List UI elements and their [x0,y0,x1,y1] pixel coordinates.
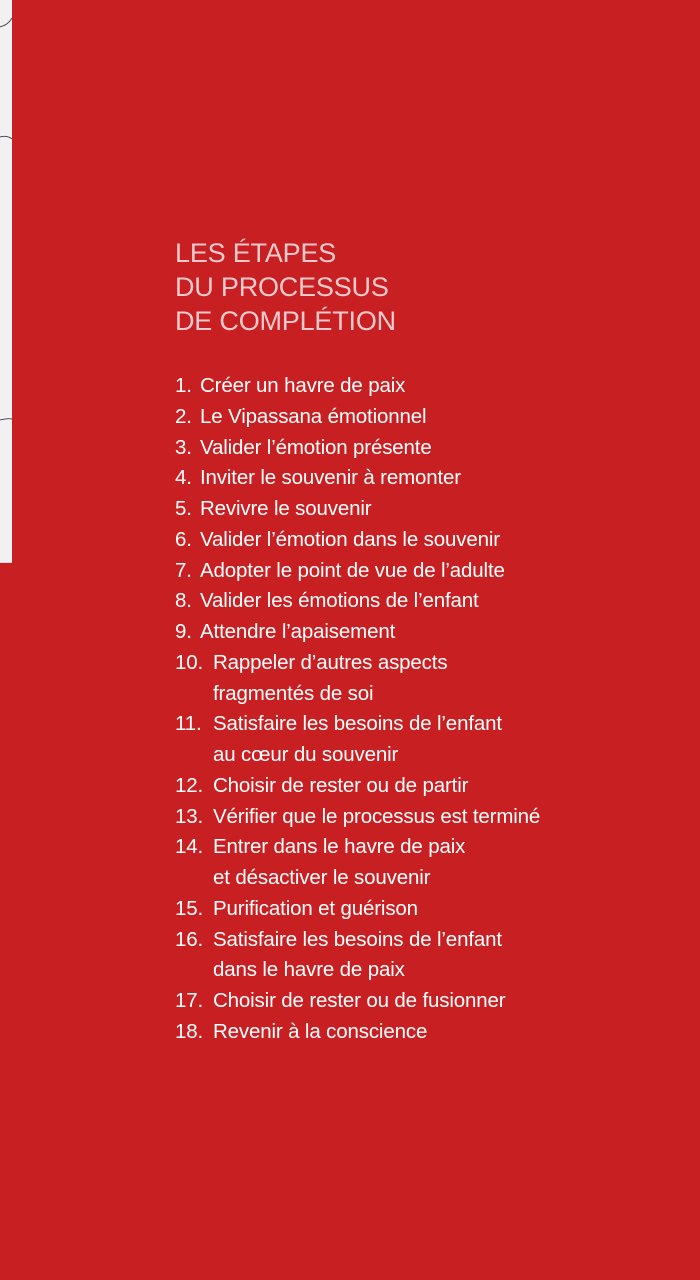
list-item [175,586,540,617]
list-item [175,402,540,433]
step-number: 9. [175,620,192,643]
step-number: 4. [175,466,192,490]
list-item [175,832,540,894]
step-label: Le Vipassana émotionnel [200,404,427,428]
list-item [175,925,540,987]
title-line-2: DU PROCESSUS [175,272,389,302]
step-label: Purification et guérison [213,896,418,920]
list-item [175,802,540,833]
list-item [175,648,540,710]
step-label: Revenir à la conscience [213,1019,428,1043]
list-item [175,986,540,1017]
step-label: Attendre l’apaisement [200,620,396,643]
list-item [175,525,540,556]
step-label: Adopter le point de vue de l’adulte [200,558,505,582]
list-item [175,1017,540,1048]
step-label: Choisir de rester ou de fusionner [213,989,506,1012]
step-label: Valider l’émotion présente [200,435,432,459]
step-number: 1. [175,374,192,397]
list-item [175,371,540,402]
list-item [175,771,540,802]
step-number: 17. [175,989,204,1012]
page-edge-strip [0,0,12,563]
step-label: Rappeler d’autres aspects fragmentés de soi [213,650,448,705]
list-item [175,556,540,587]
title-line-3: DE COMPLÉTION [175,306,396,336]
step-label: Revivre le souvenir [200,497,372,520]
step-label: Créer un havre de paix [200,374,406,397]
step-label: Inviter le souvenir à remonter [200,466,461,490]
step-label: Choisir de rester ou de partir [213,773,469,797]
list-item [175,894,540,925]
step-number: 8. [175,589,192,613]
step-number: 13. [175,804,204,828]
step-number: 15. [175,896,204,920]
step-number: 11. [175,712,202,736]
step-label: Satisfaire les besoins de l’enfant au cœur du souvenir [213,712,502,766]
step-label: Valider l’émotion dans le souvenir [200,527,500,551]
list-item [175,709,540,771]
step-number: 12. [175,773,204,797]
list-item [175,433,540,464]
step-number: 16. [175,927,204,951]
list-item [175,463,540,494]
step-label: Valider les émotions de l’enfant [200,589,479,613]
step-number: 6. [175,527,192,551]
step-number: 2. [175,404,192,428]
list-item [175,617,540,648]
step-label: Satisfaire les besoins de l’enfant dans le havre de paix [213,927,502,982]
steps-list [175,371,540,1048]
curved-lines-icon [0,0,12,562]
step-number: 3. [175,435,192,459]
page-title [175,236,396,338]
step-label: Vérifier que le processus est terminé [213,804,541,828]
step-number: 14. [175,835,204,859]
step-number: 10. [175,650,204,674]
step-number: 5. [175,497,192,520]
step-number: 7. [175,558,192,582]
list-item [175,494,540,525]
step-number: 18. [175,1019,204,1043]
step-label: Entrer dans le havre de paix et désactiver le souvenir [213,835,466,889]
title-line-1: LES ÉTAPES [175,238,337,268]
